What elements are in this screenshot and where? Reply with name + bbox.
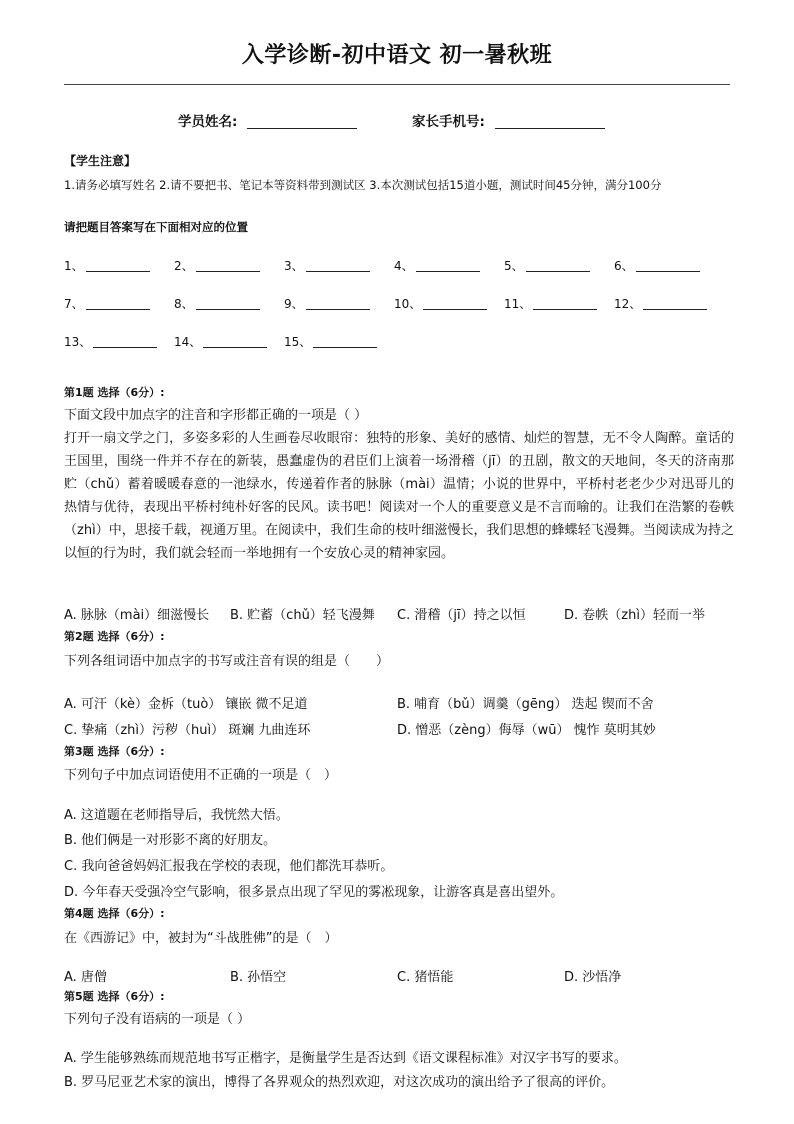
answer-slot[interactable]: 8、 [174, 295, 260, 312]
question-2-option-d[interactable]: D. 憎恶（zèng）侮辱（wū） 愧怍 莫明其妙 [397, 723, 656, 738]
answer-blank[interactable] [86, 297, 150, 310]
parent-phone-blank[interactable] [495, 114, 605, 129]
question-1-stem: 下面文段中加点字的注音和字形都正确的一项是（ ） [64, 408, 368, 423]
title-divider [64, 84, 730, 85]
answer-slot[interactable]: 14、 [174, 333, 267, 350]
question-2-stem: 下列各组词语中加点字的书写或注音有误的组是（ ） [64, 654, 390, 669]
answer-slot[interactable]: 9、 [284, 295, 370, 312]
question-2-heading: 第2题 选择（6分）: [64, 630, 165, 643]
question-1-passage: 打开一扇文学之门，多姿多彩的人生画卷尽收眼帘：独特的形象、美好的感情、灿烂的智慧，无不令人陶醉。童话的王国里，围绕一件并不存在的新装，愚蠢虚伪的君臣们上演着一场滑稽（jī）的丑剧，散文的天地间，冬天的济南那贮（chǔ）蓄着暖暖春意的一池绿水，传递着作者的脉脉（mài）温情；小说的世界中，平桥村老老少少对迅哥儿的热情与优待，表现出平桥村纯朴好客的民风。读书吧！阅读对一个人的重要意义是不言而喻的。让我们在浩繁的卷帙（zhì）中，思接千载，视通万里。在阅读中，我们生命的枝叶细滋慢长，我们思想的蜂蝶轻飞漫舞。当阅读成为持之以恒的行为时，我们就会轻而一举地拥有一个安放心灵的精神家园。 [64, 431, 734, 561]
answer-slot[interactable]: 5、 [504, 257, 590, 274]
answer-slot[interactable]: 12、 [614, 295, 707, 312]
question-3-option-b[interactable]: B. 他们俩是一对形影不离的好朋友。 [64, 833, 277, 848]
answer-blank[interactable] [643, 297, 707, 310]
question-5-option-a[interactable]: A. 学生能够熟练而规范地书写正楷字，是衡量学生是否达到《语文课程标准》对汉字书写的要求。 [64, 1051, 627, 1066]
question-2-option-c[interactable]: C. 挚痛（zhì）污秽（huì） 斑斓 九曲连环 [64, 723, 311, 738]
question-1-heading: 第1题 选择（6分）: [64, 386, 165, 399]
question-2-option-a[interactable]: A. 可汗（kè）金柝（tuò） 镶嵌 微不足道 [64, 697, 308, 712]
answer-blank[interactable] [203, 335, 267, 348]
answer-slot[interactable]: 4、 [394, 257, 480, 274]
question-5-heading: 第5题 选择（6分）: [64, 990, 165, 1003]
question-3-option-c[interactable]: C. 我向爸爸妈妈汇报我在学校的表现，他们都洗耳恭听。 [64, 859, 394, 874]
answer-sheet-title: 请把题目答案写在下面相对应的位置 [64, 220, 248, 234]
question-1-option-c[interactable]: C. 滑稽（jī）持之以恒 [397, 608, 526, 623]
answer-slot[interactable]: 15、 [284, 333, 377, 350]
question-4-option-d[interactable]: D. 沙悟净 [564, 970, 622, 985]
question-5-stem: 下列句子没有语病的一项是（ ） [64, 1012, 251, 1027]
question-2-option-b[interactable]: B. 哺育（bǔ）调羹（gēng） 迭起 锲而不舍 [397, 697, 654, 712]
answer-blank[interactable] [533, 297, 597, 310]
question-4-heading: 第4题 选择（6分）: [64, 907, 165, 920]
question-3-option-a[interactable]: A. 这道题在老师指导后，我恍然大悟。 [64, 808, 289, 823]
question-4-option-a[interactable]: A. 唐僧 [64, 970, 107, 985]
question-4-option-c[interactable]: C. 猪悟能 [397, 970, 454, 985]
question-3-stem: 下列句子中加点词语使用不正确的一项是（ ） [64, 768, 338, 783]
question-1-option-b[interactable]: B. 贮蓄（chǔ）轻飞漫舞 [230, 608, 375, 623]
answer-slot[interactable]: 7、 [64, 295, 150, 312]
answer-blank[interactable] [196, 297, 260, 310]
question-1-option-a[interactable]: A. 脉脉（mài）细滋慢长 [64, 608, 210, 623]
notice-text: 1.请务必填写姓名 2.请不要把书、笔记本等资料带到测试区 3.本次测试包括15道小题，测试时间45分钟，满分100分 [64, 178, 662, 192]
answer-slot[interactable]: 2、 [174, 257, 260, 274]
answer-blank[interactable] [526, 259, 590, 272]
student-name-blank[interactable] [247, 114, 357, 129]
notice-title: 【学生注意】 [64, 154, 137, 168]
student-name-field[interactable] [178, 110, 357, 130]
answer-blank[interactable] [93, 335, 157, 348]
answer-blank[interactable] [636, 259, 700, 272]
answer-blank[interactable] [306, 297, 370, 310]
question-4-option-b[interactable]: B. 孙悟空 [230, 970, 287, 985]
parent-phone-field[interactable] [412, 110, 605, 130]
answer-blank[interactable] [313, 335, 377, 348]
answer-slot[interactable]: 11、 [504, 295, 597, 312]
question-1-option-d[interactable]: D. 卷帙（zhì）轻而一举 [564, 608, 705, 623]
answer-blank[interactable] [423, 297, 487, 310]
answer-slot[interactable]: 10、 [394, 295, 487, 312]
question-4-stem: 在《西游记》中，被封为“斗战胜佛”的是（ ） [64, 931, 338, 946]
page-title: 入学诊断-初中语文 初一暑秋班 [241, 43, 553, 68]
answer-blank[interactable] [306, 259, 370, 272]
answer-slot[interactable]: 3、 [284, 257, 370, 274]
question-5-option-b[interactable]: B. 罗马尼亚艺术家的演出，博得了各界观众的热烈欢迎，对这次成功的演出给予了很高的评价。 [64, 1075, 615, 1090]
student-name-label: 学员姓名: [178, 114, 238, 130]
answer-blank[interactable] [86, 259, 150, 272]
question-3-option-d[interactable]: D. 今年春天受强冷空气影响，很多景点出现了罕见的雾凇现象，让游客真是喜出望外。 [64, 885, 564, 900]
answer-slot[interactable]: 6、 [614, 257, 700, 274]
answer-blank[interactable] [196, 259, 260, 272]
question-3-heading: 第3题 选择（6分）: [64, 745, 165, 758]
answer-slot[interactable]: 1、 [64, 257, 150, 274]
answer-slot[interactable]: 13、 [64, 333, 157, 350]
parent-phone-label: 家长手机号: [412, 114, 485, 130]
answer-blank[interactable] [416, 259, 480, 272]
